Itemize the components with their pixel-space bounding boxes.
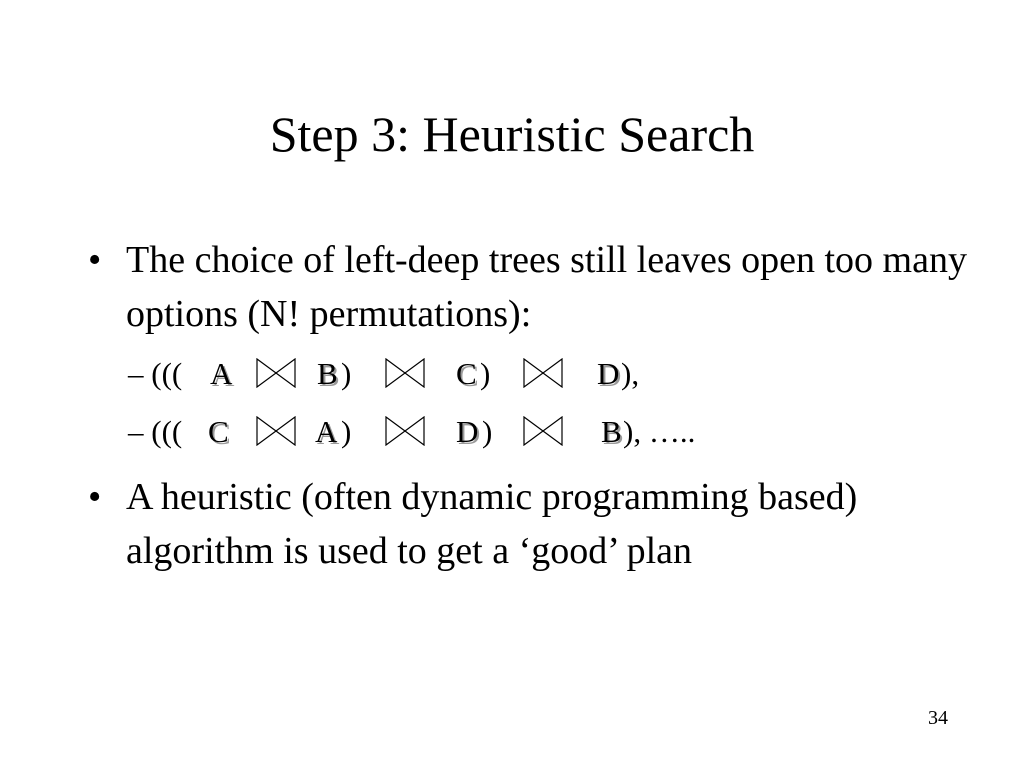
bowtie-join-icon [523, 358, 563, 388]
relation-label: B [317, 356, 338, 391]
relation-label: C [456, 356, 477, 391]
bullet-marker: • [88, 476, 102, 518]
bullet-marker: • [88, 239, 102, 281]
subitem-closing: ), ….. [623, 414, 696, 449]
subitem-closing: ) [482, 414, 493, 449]
relation-label: A [315, 414, 338, 449]
page-number: 34 [928, 707, 948, 729]
subitem-closing: ) [341, 356, 352, 391]
slide-title: Step 3: Heuristic Search [269, 106, 755, 162]
bullet-item [88, 233, 968, 341]
bullet-item [88, 470, 968, 578]
bowtie-join-icon [256, 416, 296, 446]
relation-label: D [597, 356, 620, 391]
bullet-text: The choice of left-deep trees still leaves open too many options (N! permutations): [126, 239, 967, 335]
relation-label: B [601, 414, 622, 449]
bowtie-join-icon [385, 416, 425, 446]
subitem-closing: ) [341, 414, 352, 449]
bullet-text: A heuristic (often dynamic programming based) algorithm is used to get a ‘good’ plan [126, 476, 858, 572]
subitem-prefix: – ((( [128, 356, 183, 391]
bowtie-join-icon [523, 416, 563, 446]
relation-label: D [456, 414, 479, 449]
subitem-closing: ) [480, 356, 491, 391]
bowtie-join-icon [256, 358, 296, 388]
bowtie-join-icon [385, 358, 425, 388]
relation-label: C [208, 414, 229, 449]
subitem-prefix: – ((( [128, 414, 183, 449]
relation-label: A [210, 356, 233, 391]
subitem-closing: ), [621, 356, 640, 391]
